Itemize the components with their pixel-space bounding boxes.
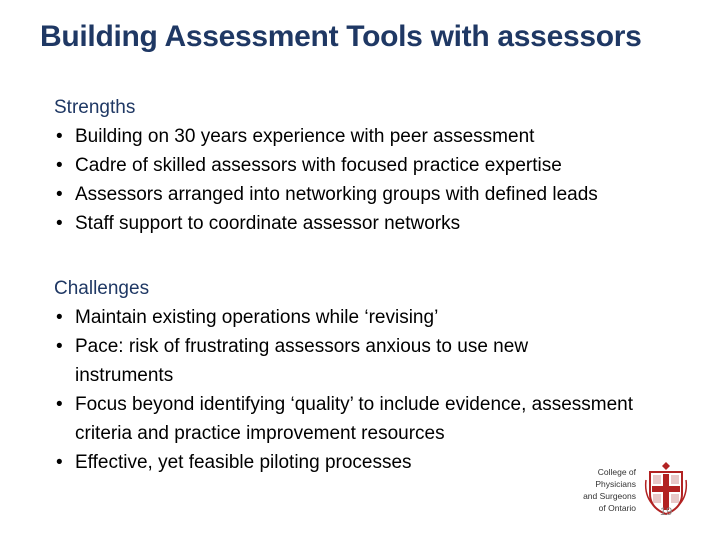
logo-text	[576, 466, 636, 514]
strengths-item: • Cadre of skilled assessors with focused practice expertise	[54, 151, 598, 180]
challenges-item: • Maintain existing operations while ‘revising’	[54, 303, 635, 332]
logo-line: of Ontario	[598, 503, 636, 513]
logo-line: and Surgeons	[583, 491, 636, 501]
challenges-item: • Pace: risk of frustrating assessors anxious to use new instruments	[54, 332, 615, 390]
strengths-list	[54, 122, 598, 238]
slide-title: Building Assessment Tools with assessors	[40, 20, 642, 53]
logo-line: Physicians	[595, 479, 636, 489]
challenges-item: • Effective, yet feasible piloting processes	[54, 448, 635, 477]
strengths-item: • Building on 30 years experience with peer assessment	[54, 122, 598, 151]
strengths-section	[54, 93, 598, 238]
strengths-item: • Staff support to coordinate assessor networks	[54, 209, 598, 238]
cpso-logo	[570, 460, 690, 530]
challenges-item: • Focus beyond identifying ‘quality’ to include evidence, assessment criteria and practice improvement resources	[54, 390, 635, 448]
logo-line: College of	[597, 467, 636, 477]
challenges-list	[54, 303, 635, 477]
challenges-heading: Challenges	[54, 278, 150, 299]
strengths-heading: Strengths	[54, 97, 136, 118]
strengths-item: • Assessors arranged into networking groups with defined leads	[54, 180, 598, 209]
challenges-section	[54, 274, 635, 477]
page-number: 19	[660, 506, 673, 518]
